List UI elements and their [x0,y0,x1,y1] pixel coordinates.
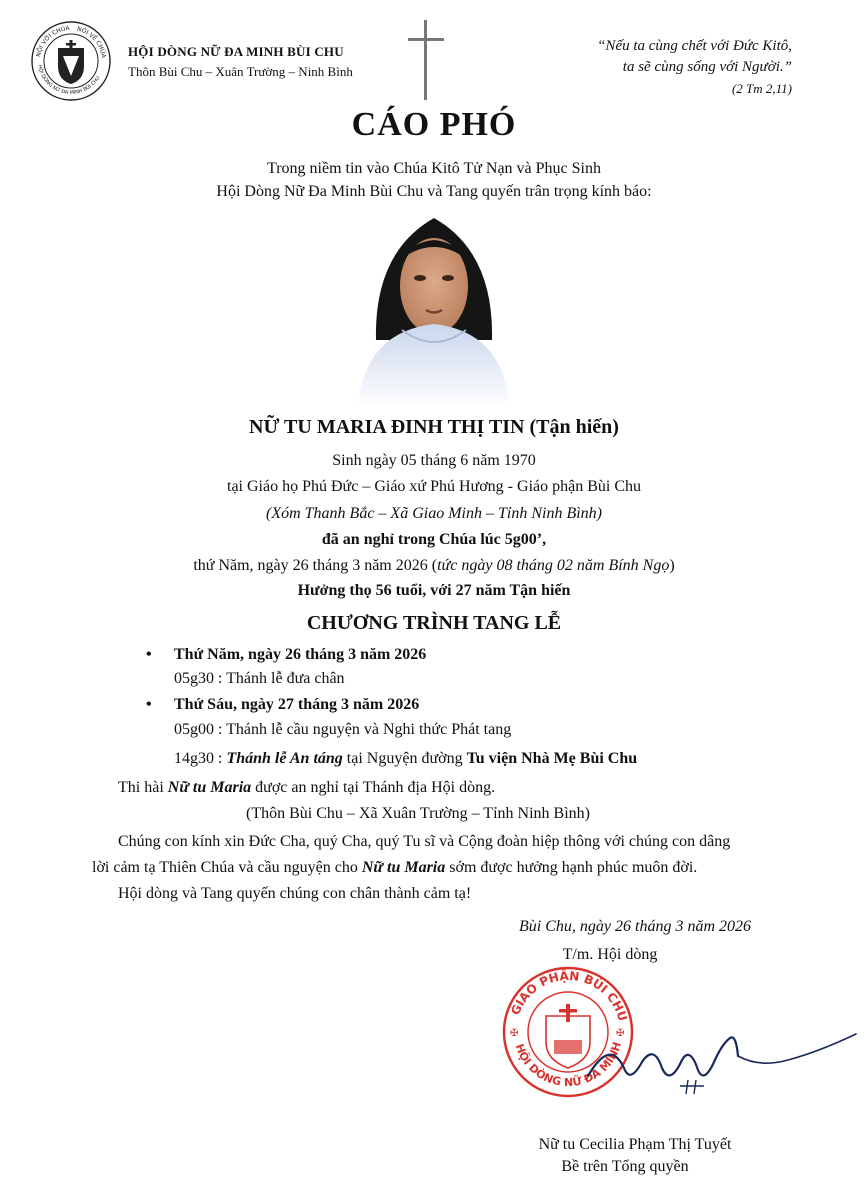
day-1-label: Thứ Năm, ngày 26 tháng 3 năm 2026 [174,646,427,663]
age-info: Hưởng thọ 56 tuổi, với 27 năm Tận hiến [297,582,571,599]
bullet-icon: • [146,646,152,663]
cross-icon [404,20,448,100]
birth-place: tại Giáo họ Phú Đức – Giáo xứ Phú Hương - Giáo phận Bùi Chu [227,478,641,495]
burial-address: (Thôn Bùi Chu – Xã Xuân Trường – Tỉnh Ninh Bình) [246,805,590,822]
intro-line-2: Hội Dòng Nữ Đa Minh Bùi Chu và Tang quyến trân trọng kính báo: [216,183,652,200]
intro-line-1: Trong niềm tin vào Chúa Kitô Tử Nạn và Phục Sinh [267,160,601,177]
seal-cross-right: ✠ [616,1028,625,1039]
rest-date-lunar: tức ngày 08 tháng 02 năm Bính Ngọ [437,557,670,574]
closing-line-2-name: Nữ tu Maria [361,859,446,876]
burial-line [118,779,495,797]
signer-role: Bề trên Tổng quyền [561,1158,689,1175]
day-2-item-1: 05g00 : Thánh lễ cầu nguyện và Nghi thức Phát tang [174,721,512,738]
burial-mass-place: Tu viện Nhà Mẹ Bùi Chu [466,750,638,767]
birth-date: Sinh ngày 05 tháng 6 năm 1970 [332,452,536,469]
org-address: Thôn Bùi Chu – Xuân Trường – Ninh Bình [128,64,353,79]
svg-text:HỘI DÒNG NỮ ĐA MINH BÙI CHU: HỘI DÒNG NỮ ĐA MINH BÙI CHU [36,64,102,97]
program-day-1 [146,646,426,664]
congregation-logo [30,20,112,102]
quote-reference: (2 Tm 2,11) [731,81,792,96]
day-2-item-2 [174,750,637,768]
rest-date-close: ) [669,557,675,574]
burial-mass-label: Thánh lễ An táng [226,750,343,767]
rest-date-solar: thứ Năm, ngày 26 tháng 3 năm 2026 ( [193,557,438,574]
svg-text:HỘI DÒNG NỮ ĐA MINH: HỘI DÒNG NỮ ĐA MINH [512,1040,624,1090]
svg-text:GIAO PHẬN BÙI CHU: GIAO PHẬN BÙI CHU [508,968,630,1023]
deceased-name: NỮ TU MARIA ĐINH THỊ TIN (Tận hiến) [249,416,619,438]
burial-name: Nữ tu Maria [167,779,252,796]
closing-line-1: Chúng con kính xin Đức Cha, quý Cha, quý Tu sĩ và Cộng đoàn hiệp thông với chúng con dâng [118,833,731,850]
quote-line-1: “Nếu ta cùng chết với Đức Kitô, [597,38,792,54]
svg-text:NÓI VỀ CHÚA: NÓI VỀ CHÚA [76,25,107,59]
day-2-label: Thứ Sáu, ngày 27 tháng 3 năm 2026 [174,696,420,713]
rest-date [0,557,868,575]
closing-line-3: Hội dòng và Tang quyến chúng con chân thành cảm tạ! [118,885,472,902]
burial-post: được an nghỉ tại Thánh địa Hội dòng. [251,779,496,796]
hometown: (Xóm Thanh Bắc – Xã Giao Minh – Tỉnh Ninh Bình) [266,505,602,522]
closing-line-2 [92,859,697,877]
bullet-icon: • [146,696,152,713]
seal-cross-left: ✠ [510,1028,519,1039]
closing-line-2-pre: lời cảm tạ Thiên Chúa và cầu nguyện cho [92,859,362,876]
signature-date: Bùi Chu, ngày 26 tháng 3 năm 2026 [519,918,751,935]
day-1-item-1: 05g30 : Thánh lễ đưa chân [174,670,345,687]
closing-line-2-post: sớm được hưởng hạnh phúc muôn đời. [445,859,698,876]
org-name: HỘI DÒNG NỮ ĐA MINH BÙI CHU [128,44,344,59]
handwritten-signature [570,1010,860,1120]
burial-mass-at: tại Nguyện đường [342,750,467,767]
quote-line-2: ta sẽ cùng sống với Người.” [622,59,792,75]
rest-time: đã an nghỉ trong Chúa lúc 5g00’, [321,531,547,548]
page-title: CÁO PHÓ [351,106,517,143]
signature-on-behalf: T/m. Hội dòng [562,946,658,963]
portrait-photo [356,212,512,408]
burial-pre: Thi hài [118,779,168,796]
svg-text:NỘI VỚI CHÚA: NỘI VỚI CHÚA [35,24,70,58]
program-heading: CHƯƠNG TRÌNH TANG LỄ [306,612,562,634]
burial-mass-time: 14g30 : [174,750,227,767]
scripture-quote [472,36,792,99]
signer-name: Nữ tu Cecilia Phạm Thị Tuyết [538,1136,732,1153]
program-day-2 [146,696,419,714]
